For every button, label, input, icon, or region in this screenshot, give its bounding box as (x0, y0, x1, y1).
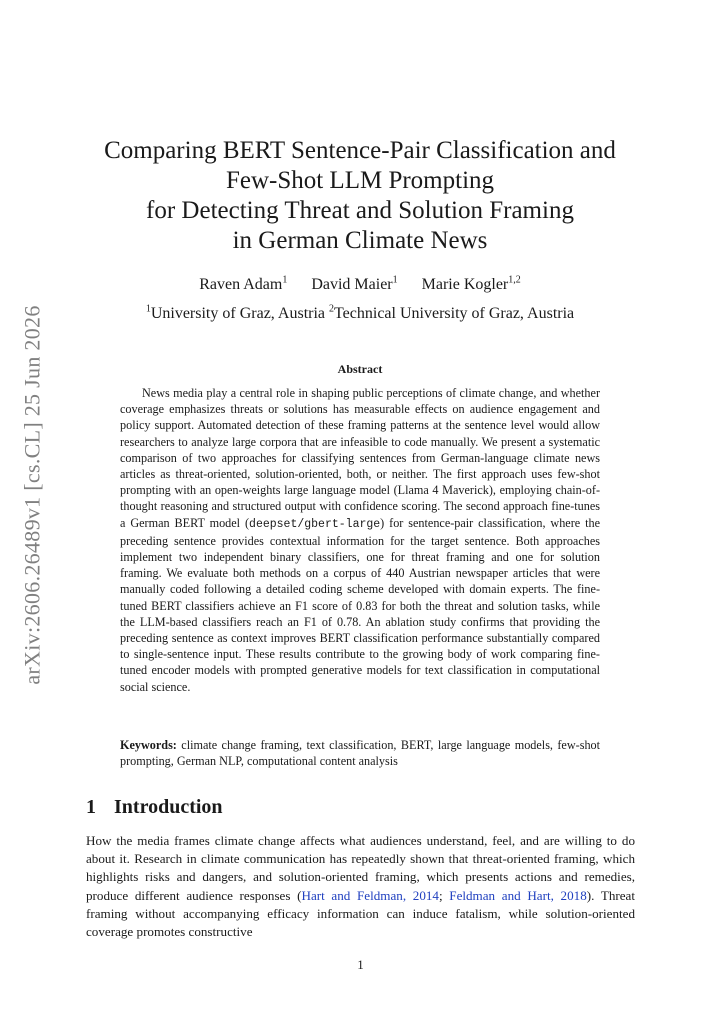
paper-title (60, 136, 660, 256)
author-list (60, 276, 660, 294)
affil-name: University of Graz, Austria (150, 305, 326, 322)
author-name: Marie Kogler (421, 276, 509, 293)
page-number: 1 (357, 957, 364, 972)
title-line: Few-Shot LLM Prompting (225, 167, 495, 194)
intro-paragraph (86, 832, 635, 941)
intro-text: ). Threat framing without accompanying efficacy information can induce fatalism, while solution-oriented coverage promotes constructive (86, 887, 635, 940)
author (311, 276, 397, 293)
intro-text: How the media frames climate change affects what audiences understand, feel, and are willing to do about it. Research in climate communication has repeatedly shown that threat-oriented framing, which highlights risks and dangers, and solution-oriented framing, which presents actions and remedies, produce different audience responses ( (86, 833, 635, 903)
keywords-label: Keywords: (120, 738, 177, 752)
model-name: deepset/gbert-large (249, 517, 381, 531)
abstract-heading: Abstract (337, 362, 383, 376)
citation-link[interactable]: Hart and Feldman, 2014 (301, 887, 439, 903)
arxiv-identifier: arXiv:2606.26489v1 [cs.CL] 25 Jun 2026 (20, 305, 46, 685)
title-line: Comparing BERT Sentence-Pair Classification and (104, 137, 616, 164)
affil-mark: 1 (145, 303, 151, 315)
author-name: David Maier (311, 276, 393, 293)
affil-name: Technical University of Graz, Austria (334, 305, 575, 322)
title-line: in German Climate News (232, 227, 488, 254)
keywords-text: climate change framing, text classification, BERT, large language models, few-shot prompting, German NLP, computational content analysis (120, 738, 601, 769)
section-number: 1 (86, 796, 96, 818)
affiliations (60, 305, 660, 323)
keywords (120, 737, 600, 769)
author (199, 276, 287, 293)
title-line: for Detecting Threat and Solution Framing (146, 197, 574, 224)
section-heading (86, 796, 223, 819)
author-affil-mark: 1,2 (508, 274, 521, 286)
author-affil-mark: 1 (392, 274, 398, 286)
author-affil-mark: 1 (282, 274, 288, 286)
author (422, 276, 521, 293)
abstract-text: News media play a central role in shaping public perceptions of climate change, and whether coverage emphasizes threats or solutions has measurable effects on audience engagement and policy support. Automated detection of these framing patterns at the sentence level would allow researchers to analyze large corpora that are infeasible to code manually. We present a systematic comparison of two approaches for classifying sentences from German-language climate news articles as threat-oriented, solution-oriented, both, or neither. The first approach uses few-shot prompting with an open-weights large language model (Llama 4 Maverick), employing chain-of-thought reasoning and structured output with confidence scoring. The second approach fine-tunes a German BERT model ( (120, 386, 600, 530)
citation-separator: ; (438, 887, 450, 903)
citation-link[interactable]: Feldman and Hart, 2018 (449, 887, 587, 903)
author-name: Raven Adam (199, 276, 283, 293)
abstract-body (120, 385, 600, 695)
affil-mark: 2 (329, 303, 335, 315)
section-title: Introduction (114, 796, 223, 818)
arxiv-sidebar (12, 290, 54, 700)
abstract-text: ) for sentence-pair classification, where the preceding sentence provides contextual information for the target sentence. Both approaches implement two independent binary classifiers, one for threat framing and one for solution framing. We evaluate both methods on a corpus of 440 Austrian newspaper articles that were manually coded following a detailed coding scheme developed with domain experts. The fine-tuned BERT classifiers achieve an F1 score of 0.83 for both the threat and solution tasks, while the LLM-based classifiers reach an F1 of 0.78. An ablation study confirms that providing the preceding sentence as context improves BERT classification performance substantially compared to single-sentence input. These results contribute to the growing body of work comparing fine-tuned encoder models with prompted generative models for text classification in computational social science. (120, 515, 600, 694)
